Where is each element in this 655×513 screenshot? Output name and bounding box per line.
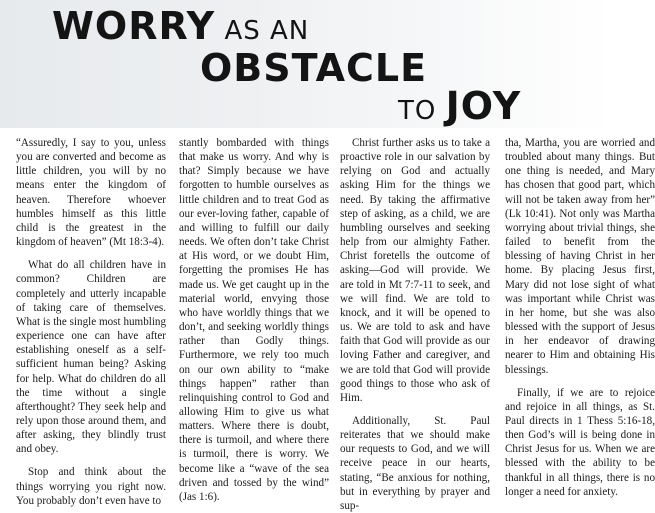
- title-word-worry: WORRY: [52, 4, 216, 48]
- paragraph: “Assuredly, I say to you, unless you are converted and become as little children, you will by no means enter the kingdom of heaven. Therefore whoever humbles himself as this little child is the greatest in the kingdom of heaven” (Mt 18:3-4).: [16, 137, 166, 249]
- title-line-2: [200, 46, 427, 90]
- title-line-3: [398, 84, 521, 128]
- article-column-1: [16, 136, 166, 507]
- paragraph: Finally, if we are to rejoice and rejoice in all things, as St. Paul directs in 1 Thess 5:16-18, then God’s will is being done in Christ Jesus for us. When we are blessed with the ability to be thankful in all things, there is no longer a need for anxiety.: [505, 386, 655, 498]
- title-line-1: [52, 4, 309, 48]
- paragraph: Christ further asks us to take a proactive role in our salvation by relying on God and actually asking Him for the things we need. By taking the affirmative step of asking, as a child, we are humbling ourselves and seeking help from our almighty Father. Christ foretells the outcome of asking—God will provide. We are told in Mt 7:7-11 to seek, and we will find. We are told to knock, and it will be opened to us. We are told to ask and have faith that God will provide as our loving Father and caregiver, and we are told that God will provide good things to those who ask of Him.: [340, 137, 490, 404]
- title-word-obstacle: OBSTACLE: [200, 46, 428, 90]
- title-banner: [0, 0, 612, 128]
- article-column-3: [340, 136, 490, 512]
- title-words-as-an: AS AN: [215, 16, 310, 46]
- paragraph: stantly bombarded with things that make us worry. And why is that? Simply because we have forgotten to humble ourselves as little children and to treat God as our ever-loving father, capable of and willing to fulfill our daily needs. We often don’t take Christ at His word, or we doubt Him, forgetting the promises He has made us. We get caught up in the material world, envying those who have worldly things that we don’t, and seeking worldly things rather than Godly things. Furthermore, we rely too much on our own ability to “make things happen” rather than relinquishing control to God and allowing Him to give us what matters. Where there is doubt, there is turmoil, and where there is turmoil, there is worry. We become like a “wave of the sea driven and tossed by the wind” (Jas 1:6).: [179, 137, 329, 503]
- paragraph: Additionally, St. Paul reiterates that we should make our requests to God, and we will receive peace in our hearts, stating, “Be anxious for nothing, but in everything by prayer and sup-: [340, 414, 490, 512]
- paragraph: What do all children have in common? Children are completely and utterly incapable of taking care of themselves. What is the single most humbling experience one can have after establishing oneself as a self-sufficient human being? Asking for help. What do children do all the time without a single afterthought? They seek help and rely upon those around them, and after asking, they blindly trust and obey.: [16, 259, 166, 456]
- article-column-4: [505, 136, 655, 498]
- paragraph: Stop and think about the things worrying you right now. You probably don’t even have to: [16, 466, 166, 507]
- title-word-joy: JOY: [445, 84, 522, 128]
- article-column-2: [179, 136, 329, 503]
- title-word-to: TO: [398, 96, 446, 126]
- paragraph: tha, Martha, you are worried and troubled about many things. But one thing is needed, and Mary has chosen that good part, which will not be taken away from her” (Lk 10:41). Not only was Martha worrying about trivial things, she failed to benefit from the blessing of having Christ in her home. By placing Jesus first, Mary did not lose sight of what was important while Christ was in her home, but she was also blessed with the support of Jesus in her endeavor of drawing nearer to Him and obtaining His blessings.: [505, 137, 655, 376]
